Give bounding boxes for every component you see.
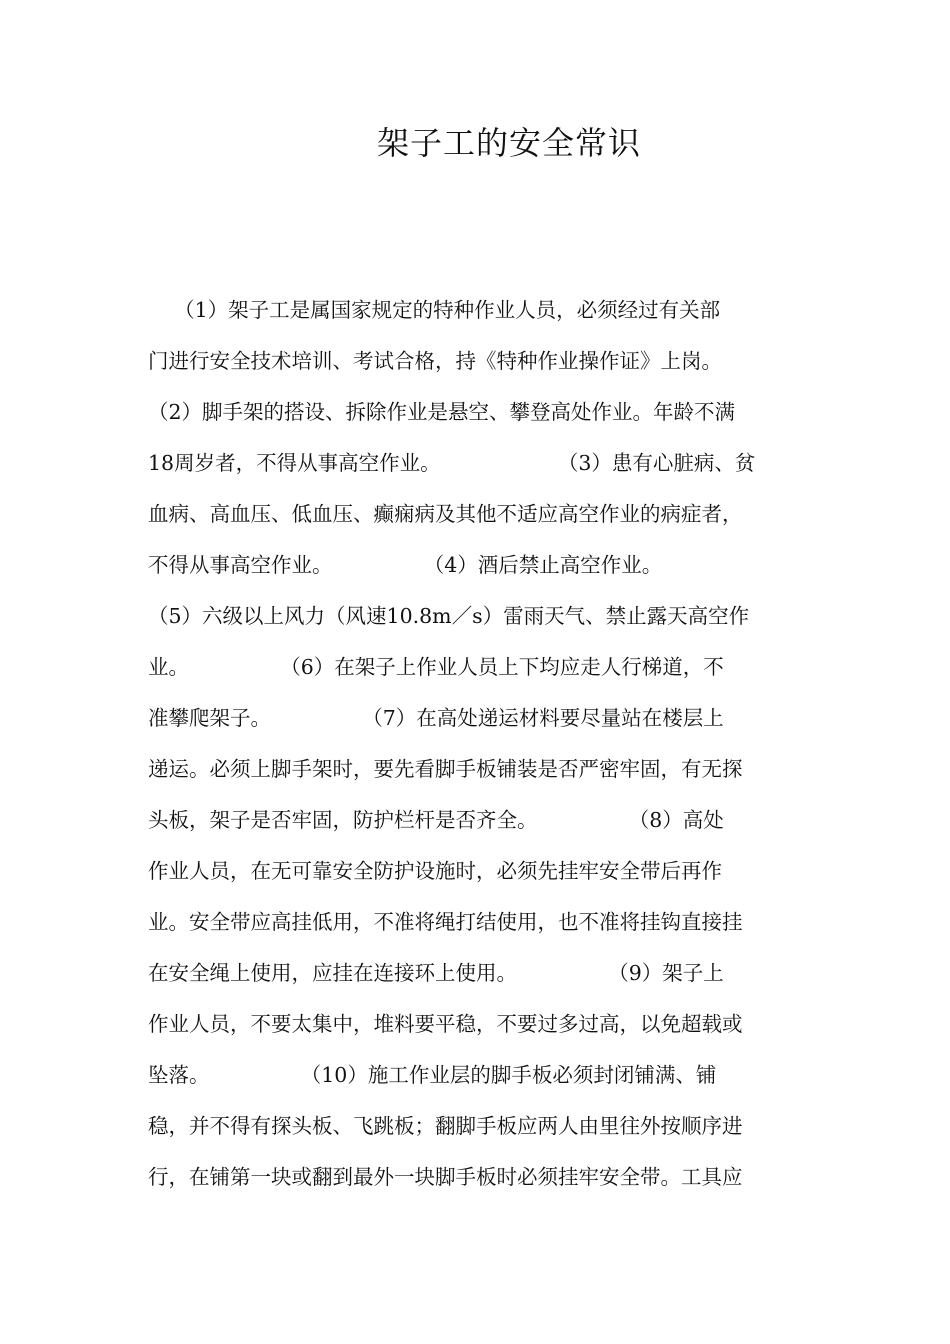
body-line: 递运。必须上脚手架时，要先看脚手板铺装是否严密牢固，有无探 [148, 757, 743, 781]
body-line: （1）架子工是属国家规定的特种作业人员，必须经过有关部 [148, 298, 721, 322]
body-line: 不得从事高空作业。 （4）酒后禁止高空作业。 [148, 553, 663, 577]
body-line: 作业人员，在无可靠安全防护设施时，必须先挂牢安全带后再作 [148, 859, 722, 883]
body-line: 业。 （6）在架子上作业人员上下均应走人行梯道，不 [148, 655, 724, 679]
body-line: 门进行安全技术培训、考试合格，持《特种作业操作证》上岗。 [148, 349, 722, 373]
body-line: 坠落。 （10）施工作业层的脚手板必须封闭铺满、铺 [148, 1063, 717, 1087]
body-line: 准攀爬架子。 （7）在高处递运材料要尽量站在楼层上 [148, 706, 724, 730]
body-line: 稳，并不得有探头板、飞跳板；翻脚手板应两人由里往外按顺序进 [148, 1114, 743, 1138]
document-body [148, 288, 798, 1206]
body-line: 在安全绳上使用，应挂在连接环上使用。 （9）架子上 [148, 961, 724, 985]
body-line: 血病、高血压、低血压、癫痫病及其他不适应高空作业的病症者， [148, 502, 743, 526]
body-line: （5）六级以上风力（风速10.8m／s）雷雨天气、禁止露天高空作 [148, 604, 750, 628]
body-line: 头板，架子是否牢固，防护栏杆是否齐全。 （8）高处 [148, 808, 724, 832]
body-line: （2）脚手架的搭设、拆除作业是悬空、攀登高处作业。年龄不满 [148, 400, 736, 424]
body-line: 18周岁者，不得从事高空作业。 （3）患有心脏病、贫 [148, 451, 756, 475]
document-title: 架子工的安全常识 [376, 124, 641, 162]
body-line: 作业人员，不要太集中，堆料要平稳，不要过多过高，以免超载或 [148, 1012, 743, 1036]
body-line: 行，在铺第一块或翻到最外一块脚手板时必须挂牢安全带。工具应 [148, 1165, 743, 1189]
body-line: 业。安全带应高挂低用，不准将绳打结使用，也不准将挂钩直接挂 [148, 910, 743, 934]
